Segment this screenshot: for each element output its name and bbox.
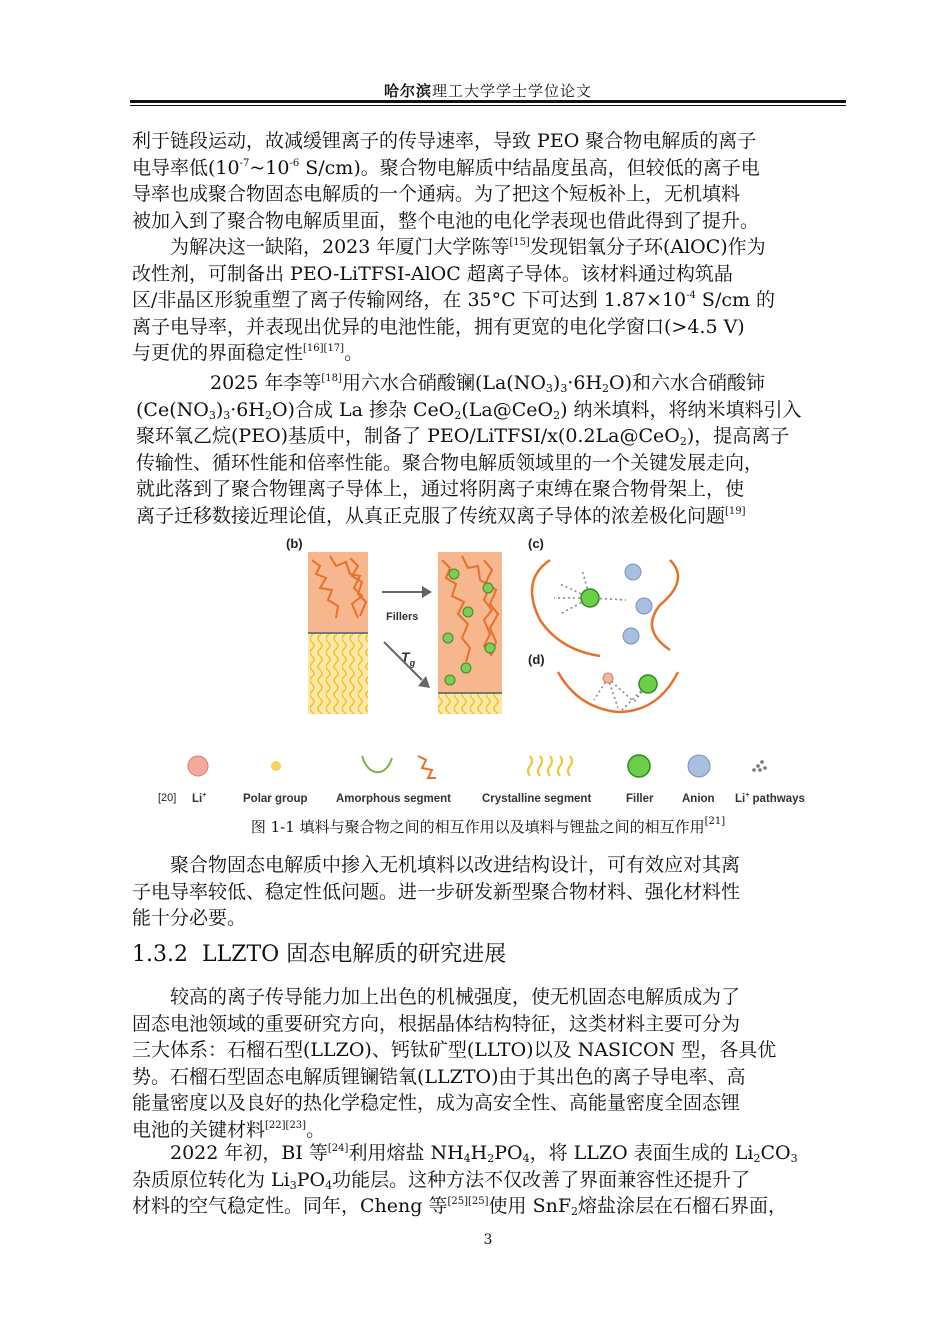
section-heading bbox=[132, 940, 506, 970]
text-line: 聚合物固态电解质中掺入无机填料以改进结构设计，可有效应对其离 bbox=[170, 854, 741, 876]
header-title: 理工大学学士学位论文 bbox=[432, 82, 593, 100]
page-number: 3 bbox=[483, 1232, 493, 1248]
legend-anion-icon bbox=[688, 755, 710, 777]
text-line: 与更优的界面稳定性[16][17]。 bbox=[132, 342, 364, 364]
anion-c bbox=[623, 628, 639, 644]
legend-crystalline-icon bbox=[528, 756, 572, 776]
text-line: 能十分必要。 bbox=[132, 907, 247, 929]
paragraph-3 bbox=[136, 370, 848, 529]
anion-c bbox=[636, 598, 652, 614]
legend-li-icon bbox=[188, 756, 208, 776]
section-number: 1.3.2 bbox=[132, 942, 188, 967]
crystalline-waves bbox=[308, 634, 368, 714]
text-line: 三大体系：石榴石型(LLZO)、钙钛矿型(LLTO)以及 NASICON 型，各具优 bbox=[132, 1039, 777, 1061]
text-line: 能量密度以及良好的热化学稳定性，成为高安全性、高能量密度全固态锂 bbox=[132, 1092, 741, 1114]
fillers-label: Fillers bbox=[386, 611, 419, 623]
filler-particle bbox=[445, 675, 455, 685]
figure-1-1 bbox=[150, 530, 830, 815]
legend-amorphous-green-icon bbox=[362, 756, 392, 772]
text-line: 子电导率较低、稳定性低问题。进一步研发新型聚合物材料、强化材料性 bbox=[132, 880, 741, 903]
interface-line bbox=[308, 632, 368, 634]
legend-label-anion: Anion bbox=[682, 793, 715, 805]
polymer-chain-c bbox=[652, 560, 678, 650]
crystalline-waves bbox=[438, 694, 502, 714]
interface-line bbox=[438, 692, 502, 694]
section-title: LLZTO 固态电解质的研究进展 bbox=[201, 942, 507, 967]
paragraph-2 bbox=[132, 234, 846, 367]
text-line: 导率也成聚合物固态电解质的一个通病。为了把这个短板补上，无机填料 bbox=[132, 183, 741, 205]
paragraph-6 bbox=[132, 1140, 846, 1220]
text-line: 势。石榴石型固态电解质锂镧锆氧(LLZTO)由于其出色的离子导电率、高 bbox=[132, 1065, 746, 1088]
legend-label-polar-group: Polar group bbox=[243, 793, 308, 805]
text-line: 固态电池领域的重要研究方向，根据晶体结构特征，这类材料主要可分为 bbox=[132, 1012, 741, 1035]
text-line: 聚环氧乙烷(PEO)基质中，制备了 PEO/LiTFSI/x(0.2La@CeO$_2$)，提高离子 bbox=[136, 425, 790, 448]
legend-li-pathways-icon bbox=[752, 760, 767, 772]
legend-label-li: Li+ bbox=[192, 792, 207, 805]
panel-d-label: (d) bbox=[528, 652, 545, 667]
panel-b-label: (b) bbox=[286, 536, 303, 551]
header-school: 哈尔滨 bbox=[383, 82, 432, 100]
text-line: 改性剂，可制备出 PEO-LiTFSI-AlOC 超离子导体。该材料通过构筑晶 bbox=[132, 262, 733, 285]
text-line: 2022 年初，BI 等[24]利用熔盐 $NH_4H_2PO_4$，将 LLZO 表面生成的 $Li_2CO_3$ bbox=[170, 1142, 798, 1165]
filler-particle bbox=[485, 643, 495, 653]
text-line: 被加入到了聚合物电解质里面，整个电池的电化学表现也借此得到了提升。 bbox=[132, 209, 760, 232]
panel-c-label: (c) bbox=[528, 536, 544, 551]
text-line: 材料的空气稳定性。同年，Cheng 等[25][25]使用 SnF$_2$熔盐涂层在石榴石界面， bbox=[132, 1195, 788, 1218]
paragraph-4 bbox=[132, 852, 846, 932]
legend-polar-group-icon bbox=[271, 761, 281, 771]
legend-label-amorphous: Amorphous segment bbox=[336, 793, 452, 805]
legend-label-li-pathways: Li+ pathways bbox=[735, 792, 805, 805]
filler-particle bbox=[443, 633, 453, 643]
figure-source-tag: [20] bbox=[158, 792, 177, 804]
text-line: 为解决这一缺陷，2023 年厦门大学陈等[15]发现铝氧分子环(AlOC)作为 bbox=[170, 236, 766, 258]
paragraph-1 bbox=[132, 128, 846, 234]
text-line: 就此落到了聚合物锂离子导体上，通过将阴离子束缚在聚合物骨架上，使 bbox=[136, 478, 745, 500]
text-line: 较高的离子传导能力加上出色的机械强度，使无机固态电解质成为了 bbox=[170, 986, 741, 1008]
figure-caption: 图 1-1 填料与聚合物之间的相互作用以及填料与锂盐之间的相互作用[21] bbox=[250, 816, 726, 836]
header-rule-thin bbox=[130, 105, 846, 106]
text-line: 离子电导率，并表现出优异的电池性能，拥有更宽的电化学窗口(>4.5 V) bbox=[132, 315, 745, 338]
header-rule-thick bbox=[130, 100, 846, 103]
text-line: 利于链段运动，故减缓锂离子的传导速率，导致 PEO 聚合物电解质的离子 bbox=[132, 130, 757, 152]
text-line: 区/非晶区形貌重塑了离子传输网络，在 35°C 下可达到 $1.87\times 10^{-4}$ S/cm 的 bbox=[132, 289, 776, 311]
text-line: $(Ce(NO_3)_3\cdot 6H_2O)$合成 La 掺杂 CeO$_2$(La@CeO$_2$) 纳米填料，将纳米填料引入 bbox=[136, 398, 802, 422]
filler-particle bbox=[463, 607, 473, 617]
paragraph-5 bbox=[132, 984, 846, 1143]
li-ion-d bbox=[603, 673, 613, 683]
text-line: 电导率低($10^{-7}\sim 10^{-6}$ S/cm)。聚合物电解质中结晶度虽高，但较低的离子电 bbox=[132, 156, 760, 179]
text-line: 离子迁移数接近理论值，从真正克服了传统双离子导体的浓差极化问题[19] bbox=[136, 504, 746, 527]
filler-particle bbox=[461, 663, 471, 673]
legend-label-filler: Filler bbox=[626, 793, 654, 805]
tg-arrow bbox=[384, 642, 422, 680]
text-line: 电池的关键材料[22][23]。 bbox=[132, 1118, 326, 1141]
filler-particle bbox=[449, 569, 459, 579]
legend-filler-icon bbox=[628, 755, 650, 777]
running-header bbox=[130, 80, 846, 101]
fillers-arrowhead bbox=[422, 586, 432, 598]
legend-label-crystalline: Crystalline segment bbox=[482, 793, 592, 805]
anion-c bbox=[625, 564, 641, 580]
filler-particle-c bbox=[581, 589, 599, 607]
tg-label: $T_g$ bbox=[401, 649, 416, 668]
filler-particle bbox=[483, 583, 493, 593]
text-line: 传输性、循环性能和倍率性能。聚合物电解质领域里的一个关键发展走向， bbox=[136, 451, 764, 474]
text-line: 杂质原位转化为 $Li_3PO_4$功能层。这种方法不仅改善了界面兼容性还提升了 bbox=[132, 1168, 751, 1192]
legend-amorphous-orange-icon bbox=[418, 756, 436, 778]
text-line: 2025 年李等[18]用六水合硝酸镧$(La(NO_3)_3\cdot 6H_2O)$和六水合硝酸铈 bbox=[210, 372, 766, 395]
polymer-chain-c bbox=[532, 560, 600, 656]
polymer-chain-d bbox=[558, 672, 678, 712]
filler-particle-d bbox=[639, 675, 657, 693]
